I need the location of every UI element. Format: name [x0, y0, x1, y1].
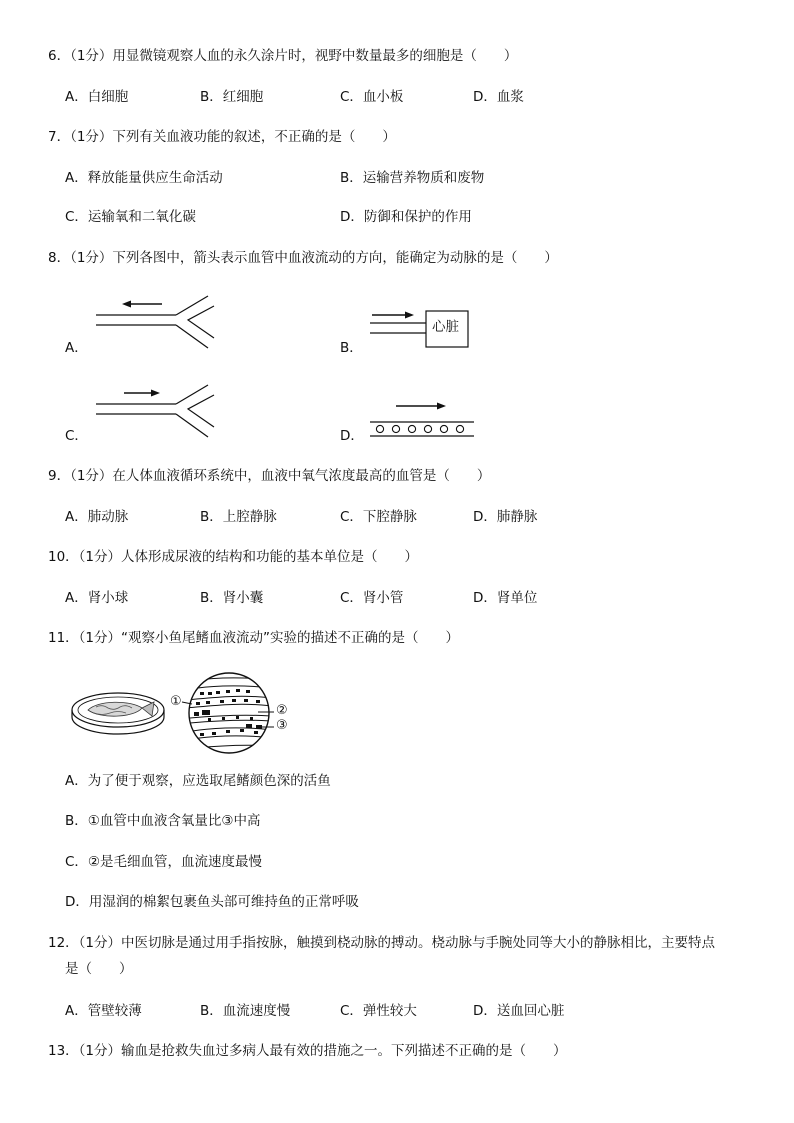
q10-option-d[interactable]: D．肾单位 [473, 590, 538, 606]
question-8-stem: 8．（1分）下列各图中，箭头表示血管中血液流动的方向，能确定为动脉的是（ ） [48, 250, 558, 266]
q9-option-c[interactable]: C．下腔静脉 [340, 509, 417, 525]
question-9-stem: 9．（1分）在人体血液循环系统中，血液中氧气浓度最高的血管是（ ） [48, 468, 491, 484]
figure-label-3: ③ [276, 718, 288, 733]
question-7-stem: 7．（1分）下列有关血液功能的叙述，不正确的是（ ） [48, 129, 396, 145]
petri-dish-figure [68, 688, 168, 738]
question-13-stem: 13．（1分）输血是抢救失血过多病人最有效的措施之一。下列描述不正确的是（ ） [48, 1043, 567, 1059]
q9-option-b[interactable]: B．上腔静脉 [200, 509, 277, 525]
q12-option-d[interactable]: D．送血回心脏 [473, 1003, 565, 1019]
q11-option-c[interactable]: C．②是毛细血管，血流速度最慢 [65, 854, 263, 870]
q11-option-a[interactable]: A．为了便于观察，应选取尾鳍颜色深的活鱼 [65, 773, 331, 789]
q12-option-a[interactable]: A．管壁较薄 [65, 1003, 142, 1019]
q10-option-b[interactable]: B．肾小囊 [200, 590, 264, 606]
q6-option-c[interactable]: C．血小板 [340, 89, 404, 105]
q6-option-a[interactable]: A．白细胞 [65, 89, 129, 105]
q8-diagram-c [90, 381, 220, 443]
q7-option-a[interactable]: A．释放能量供应生命活动 [65, 170, 223, 186]
q7-option-d[interactable]: D．防御和保护的作用 [340, 209, 472, 225]
q10-option-c[interactable]: C．肾小管 [340, 590, 404, 606]
q6-option-b[interactable]: B．红细胞 [200, 89, 264, 105]
q12-option-b[interactable]: B．血流速度慢 [200, 1003, 291, 1019]
q7-option-b[interactable]: B．运输营养物质和废物 [340, 170, 485, 186]
question-10-stem: 10．（1分）人体形成尿液的结构和功能的基本单位是（ ） [48, 549, 419, 565]
heart-label: 心脏 [432, 319, 459, 335]
question-11-stem: 11．（1分）“观察小鱼尾鳍血液流动”实验的描述不正确的是（ ） [48, 630, 460, 646]
q7-option-c[interactable]: C．运输氧和二氧化碳 [65, 209, 196, 225]
question-6-stem: 6．（1分）用显微镜观察人血的永久涂片时，视野中数量最多的细胞是（ ） [48, 48, 518, 64]
q8-option-a[interactable]: A． [65, 340, 88, 356]
q6-option-d[interactable]: D．血浆 [473, 89, 524, 105]
q8-option-b[interactable]: B． [340, 340, 363, 356]
q11-option-d[interactable]: D．用湿润的棉絮包裹鱼头部可维持鱼的正常呼吸 [65, 894, 359, 910]
q8-option-c[interactable]: C． [65, 428, 88, 444]
q8-option-d[interactable]: D． [340, 428, 364, 444]
question-12-stem-line2: 是（ ） [65, 961, 133, 977]
microscope-view-figure [186, 670, 272, 756]
q8-diagram-a [90, 292, 220, 354]
q11-option-b[interactable]: B．①血管中血液含氧量比③中高 [65, 813, 261, 829]
q8-diagram-b [368, 306, 478, 352]
question-12-stem-line1: 12．（1分）中医切脉是通过用手指按脉，触摸到桡动脉的搏动。桡动脉与手腕处同等大小的静脉相比，主要特点 [48, 935, 716, 951]
q10-option-a[interactable]: A．肾小球 [65, 590, 129, 606]
q12-option-c[interactable]: C．弹性较大 [340, 1003, 417, 1019]
figure-label-2: ② [276, 703, 288, 718]
q8-diagram-d [366, 398, 478, 440]
q9-option-a[interactable]: A．肺动脉 [65, 509, 129, 525]
figure-label-1: ① [170, 694, 182, 709]
q9-option-d[interactable]: D．肺静脉 [473, 509, 538, 525]
